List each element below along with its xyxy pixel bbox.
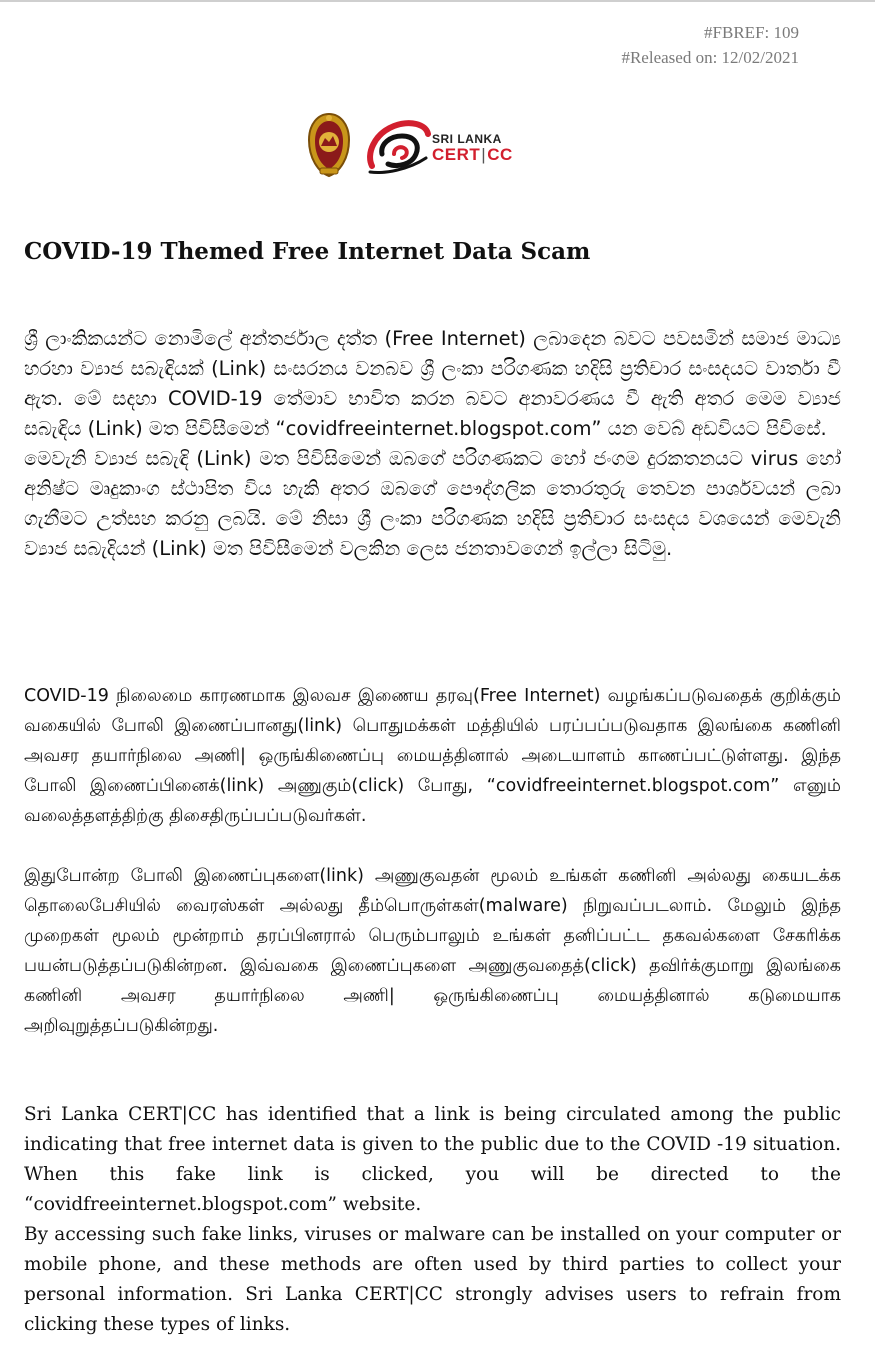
sinhala-section [24,324,841,564]
cert-wordmark-name [432,145,513,165]
cert-wordmark [432,132,513,165]
tamil-paragraph-2: இதுபோன்ற போலி இணைப்புகளை(link) அணுகுவதன் மூலம் உங்கள் கணினி அல்லது கையடக்க தொலைபேசியில் வைரஸ்கள் அல்லது தீம்பொருள்கள்(malware) நிறுவப்படலாம். மேலும் இந்த முறைகள் மூலம் மூன்றாம் தரப்பினரால் பெரும்பாலும் உங்கள் தனிப்பட்ட தகவல்களை சேகரிக்க பயன்படுத்தப்படுகின்றன. இவ்வகை இணைப்புகளை அணுகுவதைத்(click) தவிர்க்குமாறு இலங்கை கணினி அவசர தயார்நிலை அணி| ஒருங்கிணைப்பு மையத்தினால் கடுமையாக அறிவுறுத்தப்படுகின்றது. [24,866,841,1036]
cert-wordmark-sep: | [481,145,487,164]
cert-wordmark-cert: CERT [432,145,481,164]
english-paragraph-1: Sri Lanka CERT|CC has identified that a link is being circulated among the public indicating that free internet data is given to the public due to the COVID -19 situation. When this fake link is clicked, you will be directed to the “covidfreeinternet.blogspot.com” website. [24,1104,841,1215]
cert-wordmark-cc: CC [487,145,513,164]
english-section [24,1100,841,1340]
cert-wordmark-country: SRI LANKA [432,132,502,146]
sinhala-paragraph-2: මෙවැනි ව්‍යාජ සබැඳි (Link) මත පිවිසිමෙන් ඔබගේ පරිගණකට හෝ ජංගම දුරකතනයට virus හෝ අනිෂ්ට මෘදුකාංග ස්ථාපිත විය හැකි අතර ඔබගේ පෞද්ගලික තොරතුරු තෙවන පාර්ශවයන් ලබා ගැනීමට උත්සහ කරනු ලබයි. මේ නිසා ශ්‍රී ලංකා පරිගණක හදිසි ප්‍රතිචාර සංසදය වශයෙන් මෙවැනි ව්‍යාජ සබැදියන් (Link) මත පිවිසීමෙන් වලකින ලෙස ජනතාවගෙන් ඉල්ලා සිටිමු. [24,447,841,560]
sinhala-paragraph-1: ශ්‍රී ලාංකිකයන්ට නොමිලේ අන්තර්ජාල දත්ත (Free Internet) ලබාදෙන බවට පවසමින් සමාජ මාධ්‍ය හරහා ව්‍යාජ සබැඳියක් (Link) සංසරනය වනබව ශ්‍රී ලංකා පරිගණක හදිසි ප්‍රතිචාර සංසදයට වාර්තා වී ඇත. මේ සදහා COVID-19 තේමාව භාවිත කරන බවට අනාවරණය වී ඇති අතර මෙම ව්‍යාජ සබැඳිය (Link) මත පිවිසීමෙන් “covidfreeinternet.blogspot.com” යන වෙබ් අඩවියට පිවිසේ. [24,327,841,440]
tamil-section-1 [24,681,841,831]
national-emblem-icon [306,112,352,178]
release-date: #Released on: 12/02/2021 [621,48,799,67]
cert-logo-mark-icon [364,114,434,176]
top-divider [0,0,875,2]
english-paragraph-2: By accessing such fake links, viruses or malware can be installed on your computer or mobile phone, and these methods are often used by third parties to collect your personal information. Sri Lanka CERT|CC strongly advises users to refrain from clicking these types of links. [24,1224,841,1335]
fbref-label: #FBREF: 109 [704,23,799,42]
tamil-paragraph-1: COVID-19 நிலைமை காரணமாக இலவச இணைய தரவு(Free Internet) வழங்கப்படுவதைக் குறிக்கும் வகையில் போலி இணைப்பானது(link) பொதுமக்கள் மத்தியில் பரப்பப்படுவதாக இலங்கை கணினி அவசர தயார்நிலை அணி| ஒருங்கிணைப்பு மையத்தினால் அடையாளம் காணப்பட்டுள்ளது. இந்த போலி இணைப்பினைக்(link) அணுகும்(click) போது, “covidfreeinternet.blogspot.com” எனும் வலைத்தளத்திற்கு திசைதிருப்பப்படுவர்கள். [24,686,841,826]
page-title: COVID-19 Themed Free Internet Data Scam [24,238,591,265]
reference-info [621,20,799,70]
tamil-section-2 [24,861,841,1041]
logo-group [306,112,536,182]
